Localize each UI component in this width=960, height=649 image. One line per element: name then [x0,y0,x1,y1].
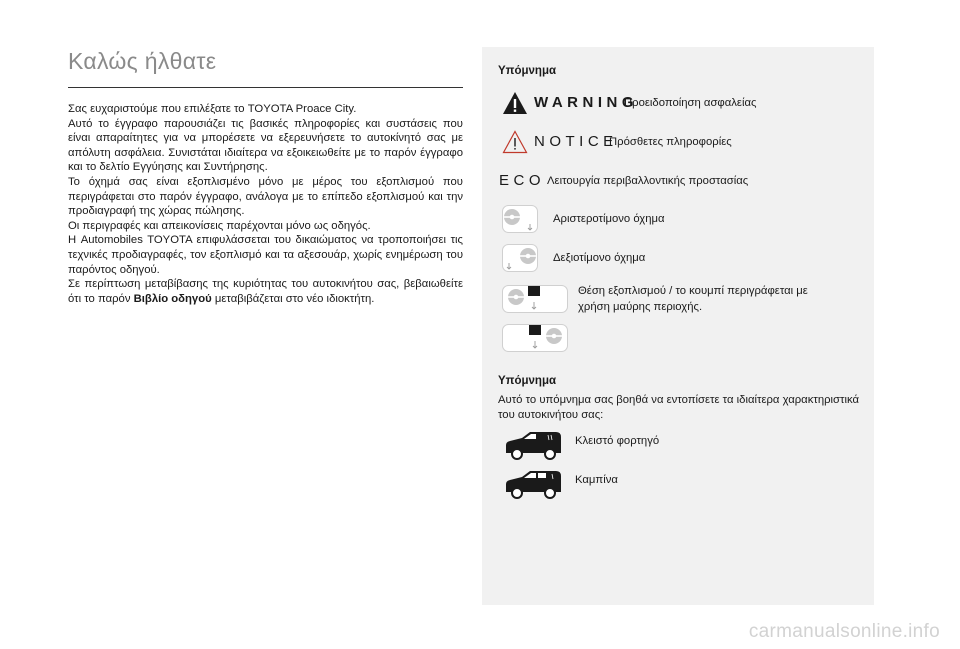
paragraph-3: Το όχημά σας είναι εξοπλισμένο μόνο με μέρος του εξοπλισμού που περιγράφεται στο παρόν έγγραφο, ανάλογα με το επίπεδο εξοπλισμού και την προδιαγραφή της χώρας πώλησης. [68,175,463,218]
rhd-text: Δεξιοτίμονο όχημα [553,252,646,264]
legend-van-row [482,431,874,461]
notice-word: NOTICE [534,133,618,150]
welcome-section [68,48,463,306]
legend2-title: Υπόμνημα [498,375,557,387]
page-title: Καλώς ήλθατε [68,48,217,74]
lhd-text: Αριστεροτίμονο όχημα [553,213,665,225]
location-text-2: χρήση μαύρης περιοχής. [578,301,703,313]
paragraph-6-pre: Σε περίπτωση μεταβίβασης της κυριότητας του αυτοκινήτου σας, βεβαιωθείτε ότι το παρόν [68,278,463,305]
legend-warning-row [482,91,874,121]
welcome-body [68,102,463,306]
left-hand-drive-icon [502,205,538,233]
location-text-1: Θέση εξοπλισμού / το κουμπί περιγράφεται με [578,285,808,297]
panel-van-icon [504,431,564,461]
van-text: Κλειστό φορτηγό [575,435,660,447]
legend-cab-row [482,470,874,500]
manual-name: Βιβλίο οδηγού [133,292,212,305]
legend-lhd-row [482,205,874,235]
equipment-location-rhd-icon [502,324,568,352]
legend-notice-row [482,130,874,160]
paragraph-2: Αυτό το έγγραφο παρουσιάζει τις βασικές πληροφορίες και συστάσεις που είναι απαραίτητες για να μπορέσετε να εξερευνήσετε το αυτοκίνητό σας με απόλυτη ασφάλεια. Συνιστάται ιδιαίτερα να εξοικειωθείτε με το παρόν έγγραφο και το δελτίο Εγγύησης και Συντήρησης. [68,117,463,174]
info-triangle-icon [502,130,528,154]
paragraph-6 [68,277,463,306]
legend-eco-row [482,169,874,199]
right-hand-drive-icon [502,244,538,272]
eco-text: Λειτουργία περιβαλλοντικής προστασίας [547,175,749,187]
paragraph-1: Σας ευχαριστούμε που επιλέξατε το TOYOTA Proace City. [68,103,357,115]
legend2-description: Αυτό το υπόμνημα σας βοηθά να εντοπίσετε τα ιδιαίτερα χαρακτηριστικά του αυτοκινήτου σας: [498,394,860,421]
watermark: carmanualsonline.info [748,621,940,642]
eco-word: ECO [499,172,546,189]
legend-panel [482,47,874,605]
warning-triangle-icon [502,91,528,115]
paragraph-5: Η Automobiles TOYOTA επιφυλάσσεται του δικαιώματος να τροποποιήσει τις τεχνικές προδιαγραφές, τον εξοπλισμό και τα αξεσουάρ, χωρίς ενημέρωση του παρόντος οδηγού. [68,234,463,276]
paragraph-6-post: μεταβιβάζεται στο νέο ιδιοκτήτη. [211,292,375,305]
paragraph-4: Οι περιγραφές και απεικονίσεις παρέχονται μόνο ως οδηγός. [68,219,371,232]
warning-word: WARNING [534,94,638,111]
legend-rhd-row [482,244,874,274]
warning-text: Προειδοποίηση ασφαλείας [624,97,757,109]
legend-title: Υπόμνημα [498,65,557,77]
crew-cab-icon [504,470,564,500]
cab-text: Καμπίνα [575,474,618,486]
notice-text: Πρόσθετες πληροφορίες [609,136,732,148]
equipment-location-lhd-icon [502,285,568,313]
title-divider [68,87,463,88]
